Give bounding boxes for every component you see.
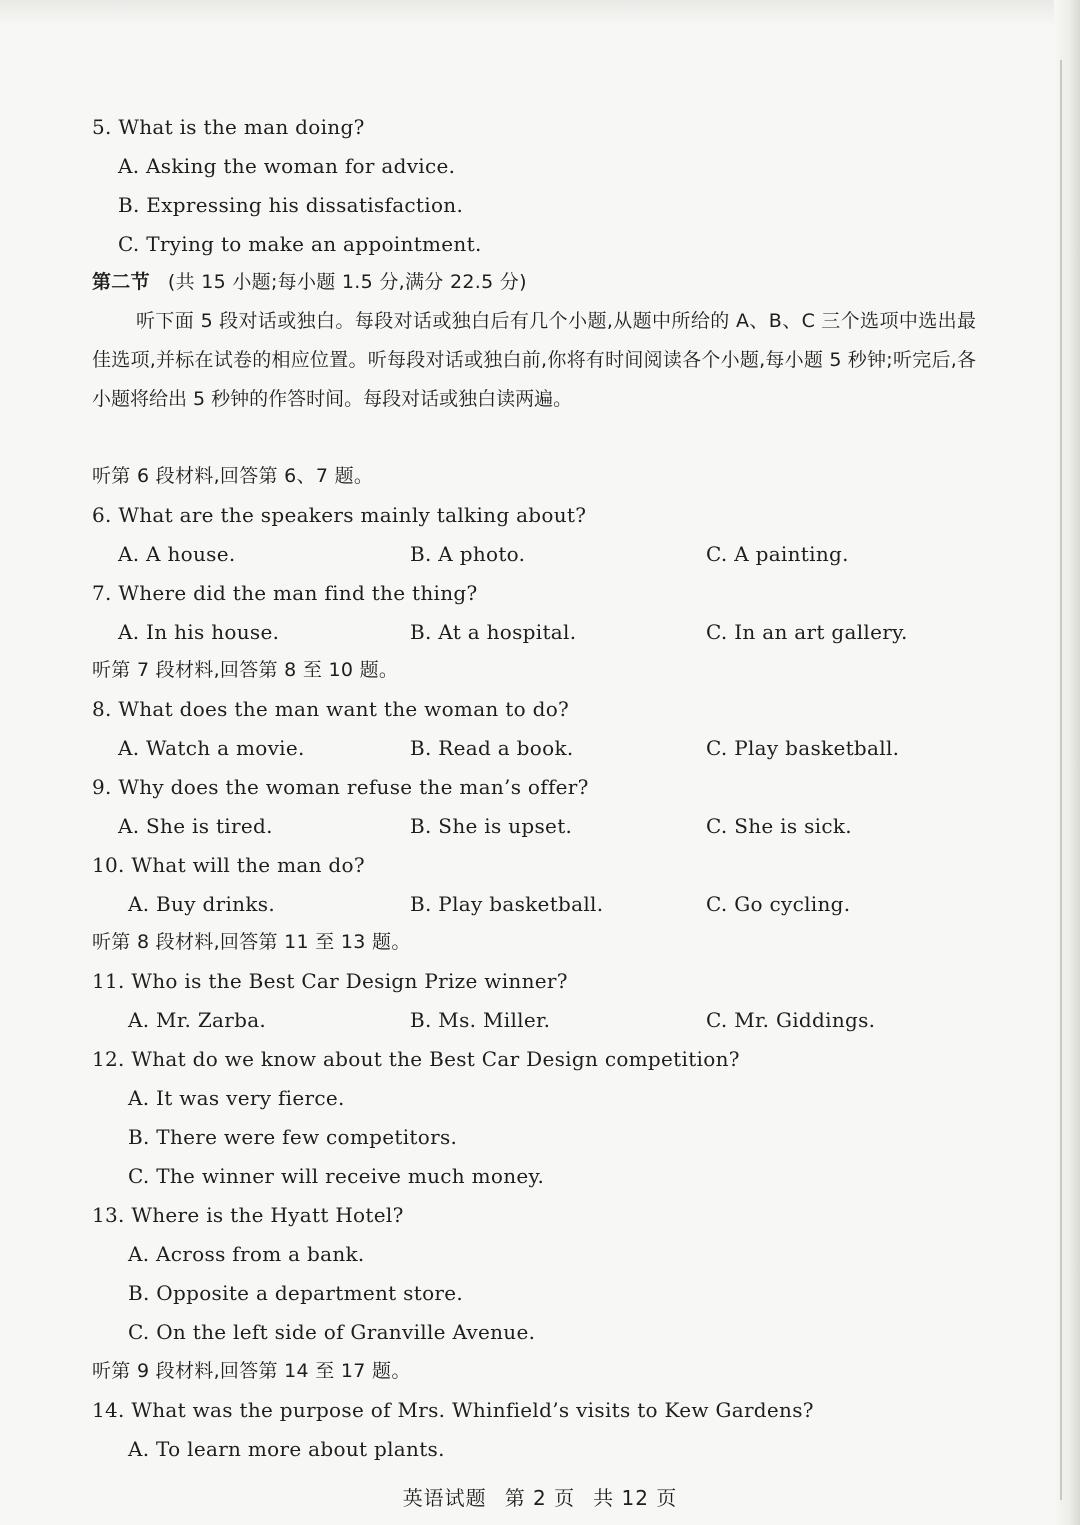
- page-footer: [0, 1484, 1080, 1512]
- question-8-option-c: C. Play basketball.: [706, 736, 900, 760]
- question-5-option-b: B. Expressing his dissatisfaction.: [118, 193, 464, 217]
- question-10-option-b: B. Play basketball.: [410, 892, 604, 916]
- question-6-stem: 6. What are the speakers mainly talking about?: [92, 503, 587, 527]
- question-11-option-a: A. Mr. Zarba.: [128, 1008, 267, 1032]
- question-6-option-a: A. A house.: [118, 542, 236, 566]
- footer-subject: 英语试题: [402, 1486, 487, 1510]
- footer-page-number: 第 2 页: [504, 1486, 576, 1510]
- question-11-stem: 11. Who is the Best Car Design Prize winner?: [92, 969, 568, 993]
- question-12-stem: 12. What do we know about the Best Car Design competition?: [92, 1047, 740, 1071]
- section-heading: [92, 268, 527, 296]
- question-9-stem: 9. Why does the woman refuse the man’s offer?: [92, 775, 589, 799]
- question-13-option-a: A. Across from a bank.: [128, 1242, 365, 1266]
- question-7-option-b: B. At a hospital.: [410, 620, 577, 644]
- question-14-option-a: A. To learn more about plants.: [128, 1437, 445, 1461]
- material-9-heading: 听第 9 段材料,回答第 14 至 17 题。: [92, 1360, 411, 1382]
- question-14-stem: 14. What was the purpose of Mrs. Whinfield’s visits to Kew Gardens?: [92, 1398, 814, 1422]
- question-13-option-c: C. On the left side of Granville Avenue.: [128, 1320, 536, 1344]
- question-8-option-b: B. Read a book.: [410, 736, 574, 760]
- question-7-option-c: C. In an art gallery.: [706, 620, 908, 644]
- question-5-stem: 5. What is the man doing?: [92, 115, 365, 139]
- section-instructions: 听下面 5 段对话或独白。每段对话或独白后有几个小题,从题中所给的 A、B、C 三个选项中选出最佳选项,并标在试卷的相应位置。听每段对话或独白前,你将有时间阅读各个小题,每小题 5 秒钟;听完后,各小题将给出 5 秒钟的作答时间。每段对话或独白读两遍。: [92, 310, 976, 410]
- question-5-option-c: C. Trying to make an appointment.: [118, 232, 482, 256]
- question-12-option-c: C. The winner will receive much money.: [128, 1164, 545, 1188]
- material-7-heading: 听第 7 段材料,回答第 8 至 10 题。: [92, 659, 399, 681]
- question-11-option-b: B. Ms. Miller.: [410, 1008, 551, 1032]
- question-11-option-c: C. Mr. Giddings.: [706, 1008, 876, 1032]
- question-12-option-a: A. It was very fierce.: [128, 1086, 345, 1110]
- question-10-stem: 10. What will the man do?: [92, 853, 365, 877]
- question-12-option-b: B. There were few competitors.: [128, 1125, 458, 1149]
- question-9-option-c: C. She is sick.: [706, 814, 852, 838]
- footer-total-pages: 共 12 页: [593, 1486, 678, 1510]
- question-10-option-a: A. Buy drinks.: [128, 892, 275, 916]
- question-9-option-b: B. She is upset.: [410, 814, 573, 838]
- question-13-option-b: B. Opposite a department store.: [128, 1281, 464, 1305]
- section-title: 第二节: [92, 271, 150, 293]
- question-8-stem: 8. What does the man want the woman to do?: [92, 697, 570, 721]
- section-info: (共 15 小题;每小题 1.5 分,满分 22.5 分): [167, 271, 527, 293]
- question-5-option-a: A. Asking the woman for advice.: [118, 154, 456, 178]
- material-6-heading: 听第 6 段材料,回答第 6、7 题。: [92, 465, 374, 487]
- question-6-option-b: B. A photo.: [410, 542, 526, 566]
- material-8-heading: 听第 8 段材料,回答第 11 至 13 题。: [92, 931, 411, 953]
- question-9-option-a: A. She is tired.: [118, 814, 273, 838]
- question-13-stem: 13. Where is the Hyatt Hotel?: [92, 1203, 404, 1227]
- question-10-option-c: C. Go cycling.: [706, 892, 851, 916]
- question-8-option-a: A. Watch a movie.: [118, 736, 305, 760]
- question-7-stem: 7. Where did the man find the thing?: [92, 581, 478, 605]
- question-6-option-c: C. A painting.: [706, 542, 849, 566]
- question-7-option-a: A. In his house.: [118, 620, 280, 644]
